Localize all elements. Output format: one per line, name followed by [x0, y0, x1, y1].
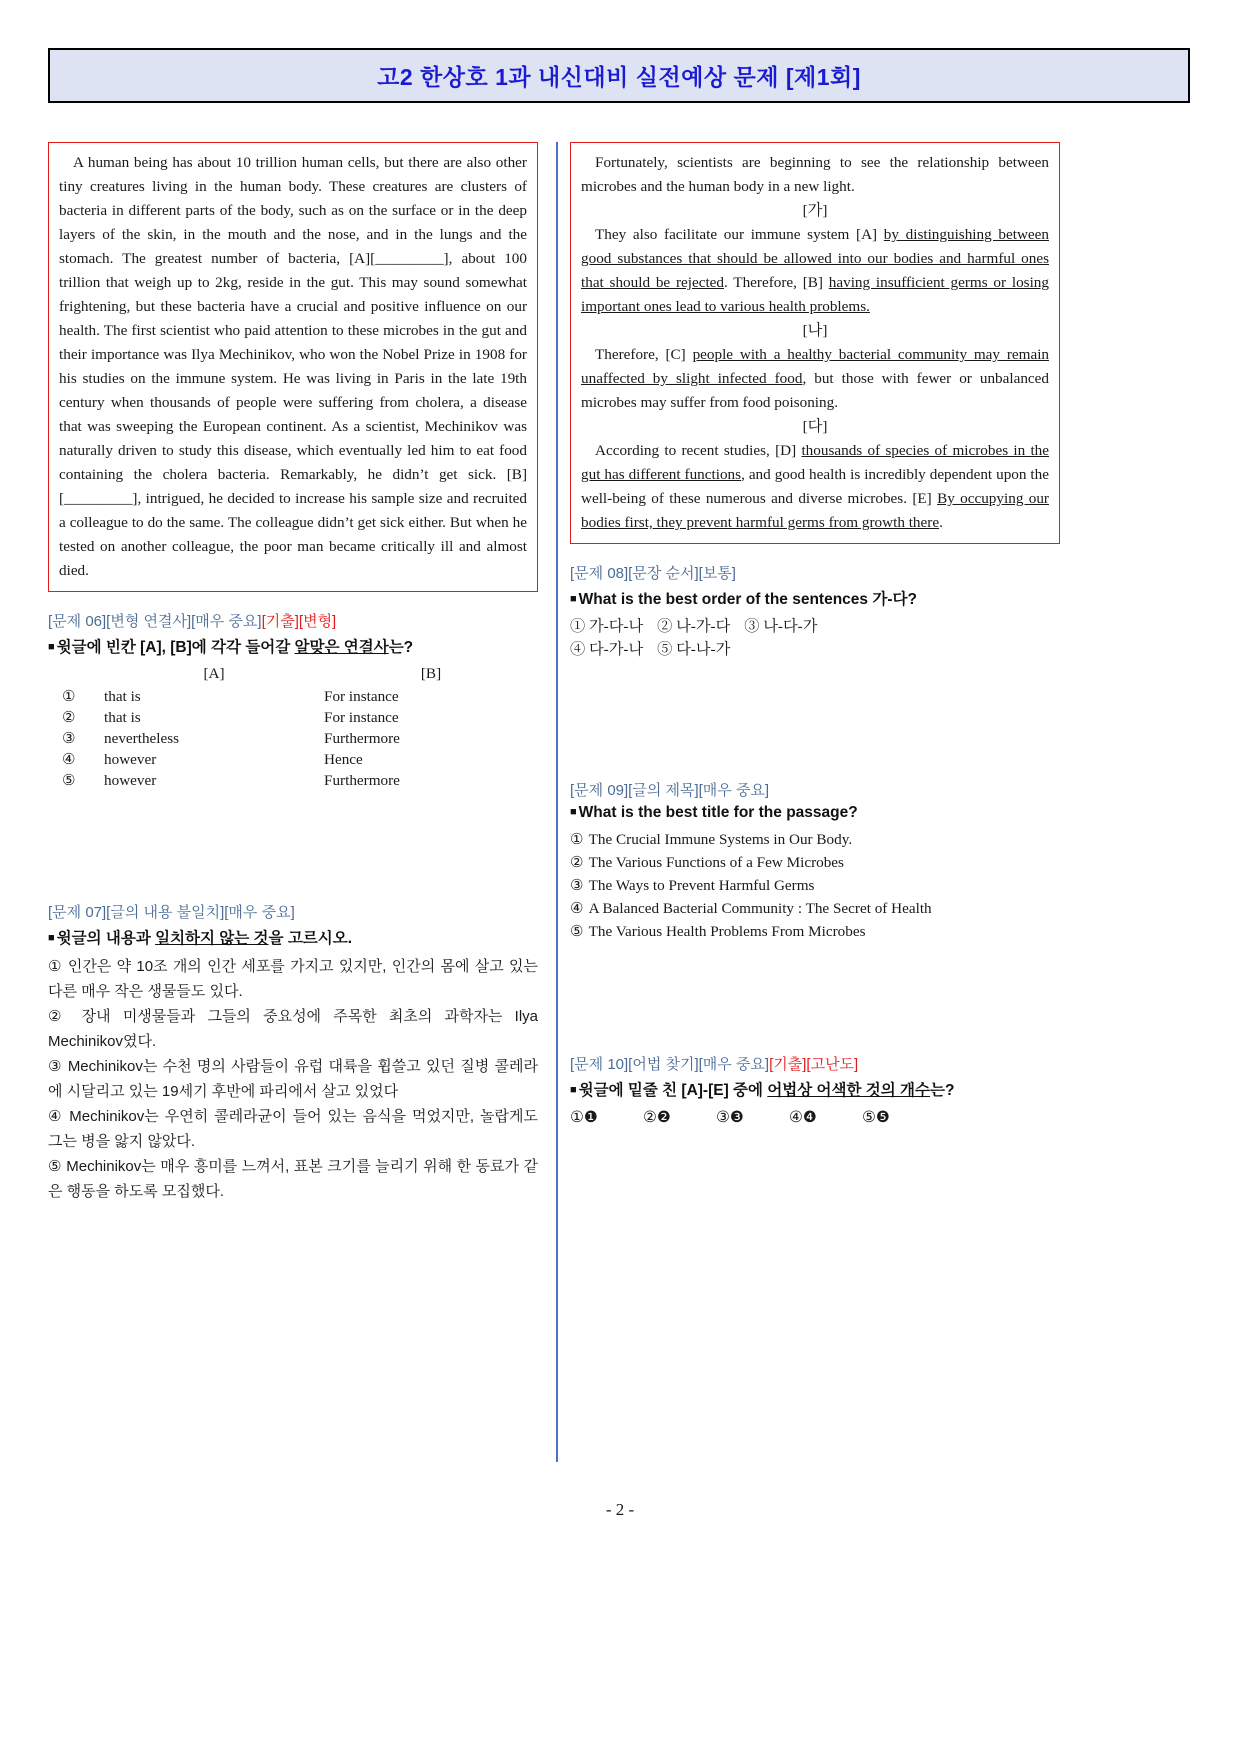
passage-left-s1: A human being has about 10 trillion human cells, but there are also other tiny creatures living in the human body. These creatures are clusters of bacteria in different parts of the body, such as on the surface or in the deep layers of the skin, in the mouth and the nose, and in the lungs and the stomach. The greatest number of bacteria, [59, 154, 527, 267]
question-07-option-2-num: ② [48, 1008, 70, 1025]
blank-a-rule: _________ [375, 250, 444, 267]
list-item[interactable] [570, 828, 1060, 851]
question-10-option-1[interactable] [570, 1106, 643, 1130]
question-06-prompt-after: 는? [388, 639, 414, 656]
question-08-option-3[interactable] [744, 618, 817, 635]
page-number: - 2 - [605, 1500, 635, 1519]
question-06-option-5-b: Furthermore [324, 772, 400, 789]
question-06-option-3-b: Furthermore [324, 730, 400, 747]
passage-right-label-ga: [가] [802, 202, 828, 219]
question-09-prompt [570, 804, 1060, 822]
question-06 [48, 610, 538, 791]
question-08-prompt-text: What is the best order of the sentences 가-다? [578, 591, 917, 608]
passage-left-s2: about 100 trillion that weigh up to 2kg, reside in the gut. This may sound somewhat frightening, but these bacteria have a crucial and positive influence on our health. The first scientist who paid attention to these microbes in the gut and their importance was Ilya Mechinikov, who won the Nobel Prize in 1908 for his studies on the immune system. He was living in Paris in the late 19th century when thousands of people were suffering from cholera, a disease that was sweeping the European continent. As a scientist, Mechinikov was naturally driven to study this disease, which eventually led him to eat food containing the cholera bacteria. Remarkably, he didn’t get sick. [59, 250, 527, 483]
question-09-prompt-text: What is the best title for the passage? [578, 804, 858, 821]
question-09-option-1-text: The Crucial Immune Systems in Our Body. [588, 831, 853, 848]
passage-left-paragraph [59, 151, 527, 583]
page-title: 고2 한상호 1과 내신대비 실전예상 문제 [제1회] [377, 64, 861, 90]
question-08-options-row-1 [570, 615, 1060, 638]
bullet-square-icon: ■ [570, 1084, 577, 1096]
list-item[interactable] [48, 1104, 538, 1154]
bullet-square-icon: ■ [570, 593, 577, 605]
question-06-col-a-header: [A] [203, 665, 225, 682]
list-item[interactable] [48, 1054, 538, 1104]
right-column [570, 142, 1060, 1130]
blank-b-close: ], [132, 490, 142, 507]
list-item[interactable] [570, 851, 1060, 874]
question-06-option-4-b: Hence [324, 751, 363, 768]
question-07-option-2-text: 장내 미생물들과 그들의 중요성에 주목한 최초의 과학자는 Ilya Mechinikov였다. [48, 1008, 539, 1050]
bullet-square-icon: ■ [570, 806, 577, 818]
question-06-prompt [48, 635, 538, 657]
question-06-prompt-before: 윗글에 빈칸 [A], [B]에 각각 들어갈 [56, 639, 295, 656]
question-09 [570, 779, 1060, 943]
table-row[interactable] [48, 749, 538, 770]
question-06-header-red: [기출][변형] [261, 613, 337, 630]
question-08-option-5-num: ⑤ [657, 641, 673, 658]
question-07-option-1-text: 인간은 약 10조 개의 인간 세포를 가지고 있지만, 인간의 몸에 살고 있는 다른 매우 작은 생물들도 있다. [48, 958, 538, 1000]
question-08-option-5[interactable] [657, 641, 730, 658]
page-title-banner [48, 48, 1190, 103]
question-10-option-2[interactable] [643, 1106, 716, 1130]
question-08-option-3-text: 나-다-가 [763, 618, 818, 635]
question-09-option-4-num: ④ [570, 900, 584, 917]
question-06-option-5-a: however [104, 772, 157, 789]
question-07-prompt-underline: 일치하지 않는 것 [155, 930, 269, 947]
passage-right-p2 [581, 223, 1049, 319]
question-10-option-1-count: ❶ [583, 1109, 598, 1126]
question-08-option-4-num: ④ [570, 641, 586, 658]
question-07-header: [문제 07][글의 내용 불일치][매우 중요] [48, 904, 295, 921]
passage-right-underline-a: by distinguishing between good substances that should be allowed into our bodies and harmful ones that should be rejected [581, 226, 1049, 291]
question-06-header [48, 610, 538, 631]
question-09-option-5-text: The Various Health Problems From Microbes [588, 923, 866, 940]
question-08-options-row-2 [570, 638, 1060, 661]
question-06-option-1-b: For instance [324, 688, 399, 705]
table-row[interactable] [48, 728, 538, 749]
passage-right-underline-c: people with a healthy bacterial community may remain unaffected by slight infected food [581, 346, 1050, 387]
column-divider [556, 142, 558, 1462]
question-10-option-3-num: ③ [716, 1109, 730, 1126]
passage-right-underline-e: By occupying our bodies first, they prevent harmful germs from growth there [581, 490, 1049, 531]
list-item[interactable] [48, 1154, 538, 1204]
question-06-option-2-b: For instance [324, 709, 399, 726]
passage-right-p4-before: According to recent studies, [D] [595, 442, 797, 459]
question-08-option-3-num: ③ [744, 618, 760, 635]
list-item[interactable] [48, 954, 538, 1004]
question-07-option-4-text: Mechinikov는 우연히 콜레라균이 들어 있는 음식을 먹었지만, 놀랍게도 그는 병을 앓지 않았다. [48, 1108, 539, 1150]
question-08-option-1[interactable] [570, 618, 643, 635]
question-07-option-3-text: Mechinikov는 수천 명의 사람들이 유럽 대륙을 휩쓸고 있던 질병 콜레라에 시달리고 있는 19세기 후반에 파리에서 살고 있었다 [48, 1058, 538, 1100]
question-10-option-3[interactable] [716, 1106, 789, 1130]
question-10-prompt [570, 1078, 1060, 1100]
question-06-options-table [48, 663, 538, 791]
blank-b-label: [B][ [59, 466, 527, 507]
bullet-square-icon: ■ [48, 641, 55, 653]
question-10 [570, 1053, 1060, 1130]
table-row[interactable] [48, 707, 538, 728]
question-09-option-5-num: ⑤ [570, 923, 584, 940]
question-08-option-2[interactable] [657, 618, 730, 635]
question-10-header-red: [기출][고난도] [769, 1056, 859, 1073]
question-09-option-3-text: The Ways to Prevent Harmful Germs [588, 877, 815, 894]
question-10-option-4-num: ④ [789, 1109, 803, 1126]
passage-right-p3-before: Therefore, [C] [595, 346, 686, 363]
question-07-option-4-num: ④ [48, 1108, 64, 1125]
blank-a-label: [A][ [349, 250, 376, 267]
passage-box-left [48, 142, 538, 592]
passage-right-p4 [581, 439, 1049, 535]
question-08-header: [문제 08][문장 순서][보통] [570, 565, 736, 582]
question-10-option-4[interactable] [789, 1106, 862, 1130]
question-09-option-2-num: ② [570, 854, 584, 871]
question-08-option-4-text: 다-가-나 [588, 641, 644, 658]
question-08-option-2-num: ② [657, 618, 673, 635]
blank-b-rule: _________ [64, 490, 133, 507]
question-07-prompt [48, 926, 538, 948]
list-item[interactable] [570, 897, 1060, 920]
passage-right-p2-mid: . Therefore, [B] [724, 274, 823, 291]
question-10-options-row [570, 1106, 1060, 1130]
question-08 [570, 562, 1060, 661]
question-07-prompt-before: 윗글의 내용과 [56, 930, 156, 947]
left-column [48, 142, 538, 1204]
passage-right-p4-end: . [939, 514, 943, 531]
question-10-option-3-count: ❸ [729, 1109, 744, 1126]
question-10-prompt-after: 는? [929, 1082, 955, 1099]
list-item[interactable] [48, 1004, 538, 1054]
question-06-option-5-num: ⑤ [62, 772, 76, 789]
question-07-option-5-num: ⑤ [48, 1158, 62, 1175]
question-09-option-2-text: The Various Functions of a Few Microbes [588, 854, 844, 871]
question-10-option-5-num: ⑤ [862, 1109, 876, 1126]
question-07-option-1-num: ① [48, 958, 63, 975]
question-09-option-3-num: ③ [570, 877, 584, 894]
bullet-square-icon: ■ [48, 932, 55, 944]
question-10-prompt-underline: 어법상 어색한 것의 개수 [767, 1082, 930, 1099]
passage-box-right [570, 142, 1060, 544]
passage-right-p3 [581, 343, 1049, 415]
question-06-options-header [48, 663, 538, 686]
passage-right-label-na: [나] [802, 322, 828, 339]
spacer-cell [48, 663, 104, 686]
question-10-header [570, 1053, 1060, 1074]
question-06-option-3-a: nevertheless [104, 730, 180, 747]
list-item[interactable] [570, 920, 1060, 943]
two-column-body [48, 142, 1190, 1462]
question-08-option-4[interactable] [570, 641, 643, 658]
question-07 [48, 901, 538, 1204]
question-10-option-2-num: ② [643, 1109, 657, 1126]
question-10-option-1-num: ① [570, 1109, 584, 1126]
question-06-option-2-num: ② [62, 709, 76, 726]
question-10-option-2-count: ❷ [656, 1109, 671, 1126]
question-06-option-2-a: that is [104, 709, 141, 726]
passage-right-p3-after: , but those with fewer or unbalanced microbes may suffer from food poisoning. [581, 370, 1050, 411]
question-09-option-4-text: A Balanced Bacterial Community : The Secret of Health [588, 900, 932, 917]
passage-right-underline-b: having insufficient germs or losing important ones lead to various health problems. [581, 274, 1049, 315]
question-07-option-3-num: ③ [48, 1058, 63, 1075]
passage-right-p1: Fortunately, scientists are beginning to see the relationship between microbes and the human body in a new light. [581, 154, 1049, 195]
question-09-option-1-num: ① [570, 831, 584, 848]
passage-left-s3: intrigued, he decided to increase his sample size and recruited a colleague to do the same. The colleague didn’t get sick either. But when he tested on another colleague, the poor man became critically ill and almost died. [59, 490, 527, 579]
question-09-header: [문제 09][글의 제목][매우 중요] [570, 782, 770, 799]
question-08-option-1-num: ① [570, 618, 586, 635]
question-06-prompt-underline: 알맞은 연결사 [294, 639, 389, 656]
question-10-option-5[interactable] [862, 1106, 935, 1130]
question-06-option-4-num: ④ [62, 751, 76, 768]
table-row[interactable] [48, 770, 538, 791]
passage-right-p4-mid: , and good health is incredibly dependent upon the well-being of these numerous and diverse microbes. [E] [581, 466, 1049, 507]
passage-right-p2-before: They also facilitate our immune system [A] [595, 226, 878, 243]
passage-right-underline-d: thousands of species of microbes in the gut has different functions [581, 442, 1050, 483]
question-06-option-4-a: however [104, 751, 157, 768]
blank-a-close: ], [443, 250, 453, 267]
question-08-option-5-text: 다-나-가 [676, 641, 731, 658]
question-08-option-1-text: 가-다-나 [588, 618, 644, 635]
question-07-prompt-after: 을 고르시오. [268, 930, 353, 947]
question-08-option-2-text: 나-가-다 [676, 618, 731, 635]
question-10-option-4-count: ❹ [802, 1109, 817, 1126]
question-07-option-5-text: Mechinikov는 매우 흥미를 느껴서, 표본 크기를 늘리기 위해 한 동료가 같은 행동을 하도록 모집했다. [48, 1158, 538, 1200]
question-06-option-1-a: that is [104, 688, 141, 705]
question-06-header-blue: [문제 06][변형 연결사][매우 중요] [48, 613, 262, 630]
question-10-prompt-before: 윗글에 밑줄 친 [A]-[E] 중에 [578, 1082, 768, 1099]
question-08-prompt [570, 587, 1060, 609]
question-10-option-5-count: ❺ [875, 1109, 890, 1126]
question-10-header-blue: [문제 10][어법 찾기][매우 중요] [570, 1056, 770, 1073]
question-06-option-3-num: ③ [62, 730, 76, 747]
question-06-col-b-header: [B] [420, 665, 442, 682]
passage-right-label-da: [다] [802, 418, 828, 435]
question-06-option-1-num: ① [62, 688, 76, 705]
table-row[interactable] [48, 686, 538, 707]
list-item[interactable] [570, 874, 1060, 897]
